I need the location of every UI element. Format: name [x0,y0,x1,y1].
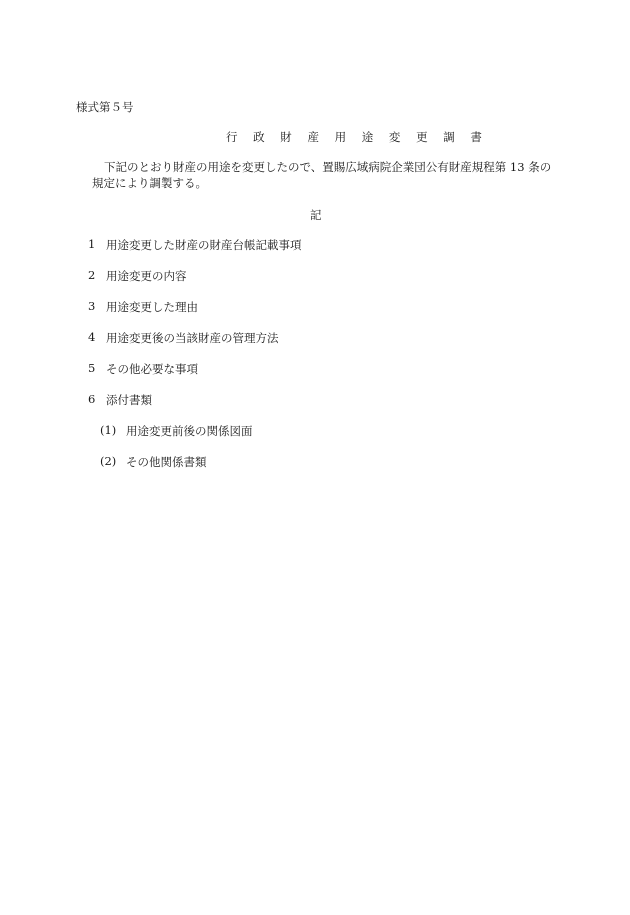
item-text: 用途変更後の当該財産の管理方法 [106,331,279,345]
ki-heading: 記 [310,208,322,222]
sub-item-number: (2) [100,454,117,468]
item-text: 用途変更した財産の財産台帳記載事項 [106,238,302,252]
item-number: 3 [88,299,96,313]
sub-list-item [88,423,302,454]
item-text: 用途変更した理由 [106,300,198,314]
item-number: 5 [88,361,96,375]
sub-item-text: その他関係書類 [126,455,207,469]
sub-item-number: (1) [100,423,117,437]
item-text: 用途変更の内容 [106,269,187,283]
list-item [88,330,302,361]
list-item [88,361,302,392]
sub-item-text: 用途変更前後の関係図面 [126,424,253,438]
item-list [88,237,302,485]
item-number: 6 [88,392,96,406]
list-item [88,299,302,330]
item-text: 添付書類 [106,393,152,407]
form-number: 様式第５号 [76,100,134,114]
document-title: 行 政 財 産 用 途 変 更 調 書 [226,130,488,144]
item-number: 2 [88,268,96,282]
item-number: 1 [88,237,96,251]
list-item [88,237,302,268]
body-line-2: 規定により調製する。 [92,176,207,190]
item-number: 4 [88,330,96,344]
body-paragraph [92,159,562,191]
list-item [88,392,302,423]
sub-list-item [88,454,302,485]
list-item [88,268,302,299]
item-text: その他必要な事項 [106,362,198,376]
body-line-1: 下記のとおり財産の用途を変更したので、置賜広域病院企業団公有財産規程第 13 条の [104,160,552,174]
